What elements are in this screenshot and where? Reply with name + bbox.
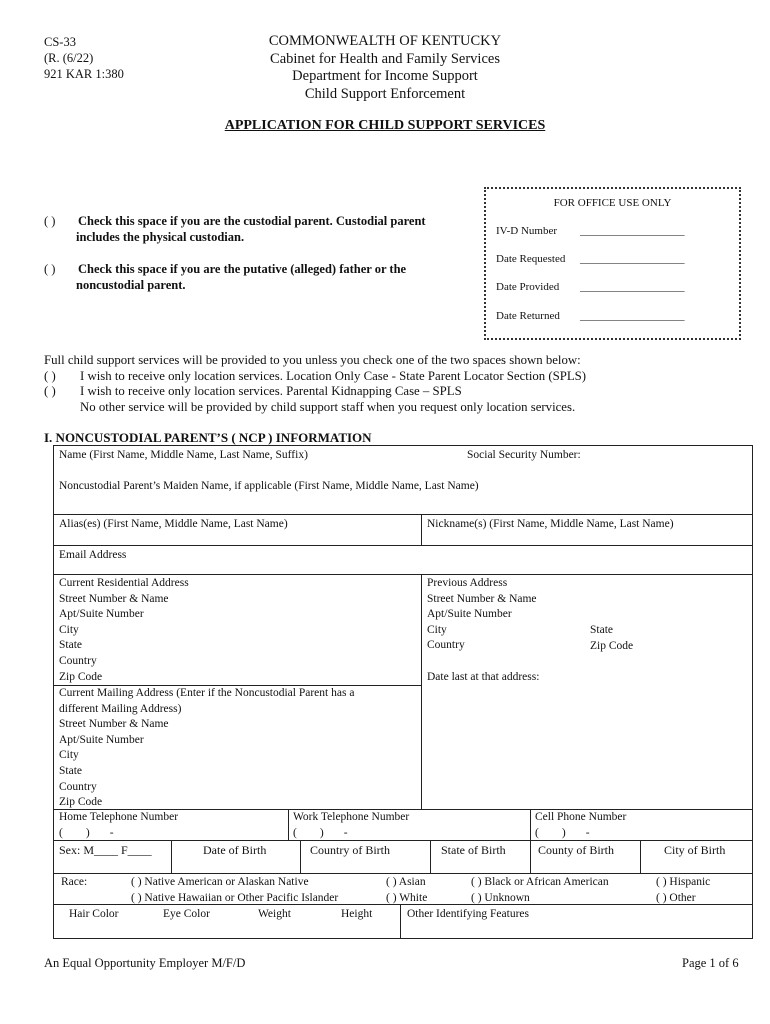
mailing-state: State xyxy=(59,764,82,777)
noncustodial-label-1: Check this space if you are the putative (alleged) father or the xyxy=(78,262,407,276)
agency-block xyxy=(200,33,570,103)
spls-kidnapping-label: I wish to receive only location services. Parental Kidnapping Case – SPLS xyxy=(80,384,462,399)
current-address-block[interactable] xyxy=(59,576,189,685)
home-phone-label: Home Telephone Number xyxy=(59,811,179,823)
country-of-birth-field[interactable]: Country of Birth xyxy=(310,843,390,857)
current-address-title: Current Residential Address xyxy=(59,577,189,589)
mailing-country: Country xyxy=(59,780,97,793)
state-of-birth-field[interactable]: State of Birth xyxy=(441,843,506,857)
office-provided-label: Date Provided xyxy=(496,281,560,293)
race-native-american[interactable]: ( ) Native American or Alaskan Native xyxy=(131,876,309,888)
office-ivd-blank[interactable]: ___________________ xyxy=(580,225,685,237)
county-of-birth-field[interactable]: County of Birth xyxy=(538,843,615,857)
work-phone-label: Work Telephone Number xyxy=(293,811,410,823)
home-phone-field[interactable] xyxy=(59,810,178,841)
noncustodial-label-2: noncustodial parent. xyxy=(76,278,186,292)
office-returned-blank[interactable]: ___________________ xyxy=(580,310,685,322)
noncustodial-parent-check[interactable] xyxy=(44,261,474,293)
form-code: CS-33 xyxy=(44,35,76,49)
office-requested-label: Date Requested xyxy=(496,253,566,265)
other-features-field[interactable]: Other Identifying Features xyxy=(407,908,529,920)
mailing-street: Street Number & Name xyxy=(59,718,169,731)
agency-line: COMMONWEALTH OF KENTUCKY xyxy=(268,33,502,49)
spls-location-label: I wish to receive only location services. Location Only Case - State Parent Locator Section (SPLS) xyxy=(80,368,587,383)
race-black[interactable]: ( ) Black or African American xyxy=(471,876,609,888)
mailing-address-block[interactable] xyxy=(59,686,354,811)
current-apt: Apt/Suite Number xyxy=(59,608,144,621)
ncp-email-field[interactable]: Email Address xyxy=(59,549,127,561)
agency-line: Department for Income Support xyxy=(292,68,478,84)
cell-phone-field[interactable] xyxy=(535,810,626,841)
custodial-label-2: includes the physical custodian. xyxy=(76,230,245,244)
dob-field[interactable]: Date of Birth xyxy=(203,843,267,857)
previous-address-title: Previous Address xyxy=(427,577,508,589)
current-street: Street Number & Name xyxy=(59,592,169,605)
form-regulation: 921 KAR 1:380 xyxy=(44,67,124,81)
race-options-col4[interactable] xyxy=(656,875,710,906)
mailing-city: City xyxy=(59,749,79,762)
form-revision: (R. (6/22) xyxy=(44,51,94,65)
date-last-at-address[interactable]: Date last at that address: xyxy=(427,671,540,683)
weight-field[interactable]: Weight xyxy=(258,908,291,920)
mailing-address-title: Current Mailing Address (Enter if the Noncustodial Parent has a xyxy=(59,687,355,699)
form-code-block xyxy=(44,34,124,82)
office-title: FOR OFFICE USE ONLY xyxy=(553,197,672,209)
agency-line: Child Support Enforcement xyxy=(304,85,466,102)
current-country: Country xyxy=(59,654,97,667)
sex-field[interactable]: Sex: M____ F____ xyxy=(59,843,152,857)
work-phone-field[interactable] xyxy=(293,810,409,841)
office-requested-blank[interactable]: ___________________ xyxy=(580,253,685,265)
services-section xyxy=(44,353,744,415)
previous-country: Country xyxy=(427,639,465,652)
checkbox-custodial[interactable]: ( ) xyxy=(44,214,56,228)
home-phone-format: ( ) - xyxy=(59,826,114,839)
ncp-alias-field[interactable]: Alias(es) (First Name, Middle Name, Last Name) xyxy=(59,518,288,530)
eye-color-field[interactable]: Eye Color xyxy=(163,908,210,920)
agency-line: Cabinet for Health and Family Services xyxy=(270,50,500,67)
checkbox-spls-location[interactable]: ( ) xyxy=(44,368,56,383)
previous-street: Street Number & Name xyxy=(427,592,537,605)
race-label: Race: xyxy=(61,876,88,888)
office-ivd-label: IV-D Number xyxy=(496,225,557,237)
mailing-zip: Zip Code xyxy=(59,796,103,809)
footer-employer: An Equal Opportunity Employer M/F/D xyxy=(44,956,246,970)
race-asian[interactable]: ( ) Asian xyxy=(386,876,426,888)
race-unknown[interactable]: ( ) Unknown xyxy=(471,891,530,904)
office-returned-label: Date Returned xyxy=(496,310,560,322)
race-other[interactable]: ( ) Other xyxy=(656,891,696,904)
race-native-hawaiian[interactable]: ( ) Native Hawaiian or Other Pacific Islander xyxy=(131,891,339,904)
work-phone-format: ( ) - xyxy=(293,826,348,839)
cell-phone-label: Cell Phone Number xyxy=(535,811,627,823)
mailing-address-title-cont: different Mailing Address) xyxy=(59,702,182,715)
section1-heading: I. NONCUSTODIAL PARENT’S ( NCP ) INFORMATION xyxy=(44,430,372,445)
race-hispanic[interactable]: ( ) Hispanic xyxy=(656,876,711,888)
office-use-box xyxy=(484,187,741,340)
race-options-col3[interactable] xyxy=(471,875,609,906)
race-options-col1[interactable] xyxy=(131,875,338,906)
mailing-apt: Apt/Suite Number xyxy=(59,733,144,746)
previous-address-block[interactable] xyxy=(427,576,537,654)
cell-phone-format: ( ) - xyxy=(535,826,590,839)
hair-color-field[interactable]: Hair Color xyxy=(69,908,119,920)
checkbox-noncustodial[interactable]: ( ) xyxy=(44,262,56,276)
footer-page-number: Page 1 of 6 xyxy=(682,956,739,970)
page-title: APPLICATION FOR CHILD SUPPORT SERVICES xyxy=(224,118,546,133)
race-white[interactable]: ( ) White xyxy=(386,891,428,904)
ncp-name-field[interactable]: Name (First Name, Middle Name, Last Name, Suffix) xyxy=(59,449,308,461)
current-city: City xyxy=(59,623,79,636)
custodial-label-1: Check this space if you are the custodial parent. Custodial parent xyxy=(78,214,426,228)
previous-city: City xyxy=(427,623,447,636)
services-note: No other service will be provided by child support staff when you request only location services. xyxy=(80,399,576,414)
ncp-nickname-field[interactable]: Nickname(s) (First Name, Middle Name, Last Name) xyxy=(427,518,674,530)
checkbox-spls-kidnapping[interactable]: ( ) xyxy=(44,384,56,399)
height-field[interactable]: Height xyxy=(341,908,373,920)
current-state: State xyxy=(59,639,82,652)
services-intro: Full child support services will be provided to you unless you check one of the two spaces shown below: xyxy=(44,353,581,367)
city-of-birth-field[interactable]: City of Birth xyxy=(664,843,726,857)
current-zip: Zip Code xyxy=(59,670,103,683)
ncp-maiden-name-field[interactable]: Noncustodial Parent’s Maiden Name, if applicable (First Name, Middle Name, Last Name) xyxy=(59,480,479,492)
previous-zip: Zip Code xyxy=(590,640,634,652)
previous-apt: Apt/Suite Number xyxy=(427,608,512,621)
race-options-col2[interactable] xyxy=(386,875,427,906)
ncp-ssn-field[interactable]: Social Security Number: xyxy=(467,449,581,461)
previous-state: State xyxy=(590,624,613,636)
office-provided-blank[interactable]: ___________________ xyxy=(580,281,685,293)
custodial-parent-check[interactable] xyxy=(44,213,474,245)
